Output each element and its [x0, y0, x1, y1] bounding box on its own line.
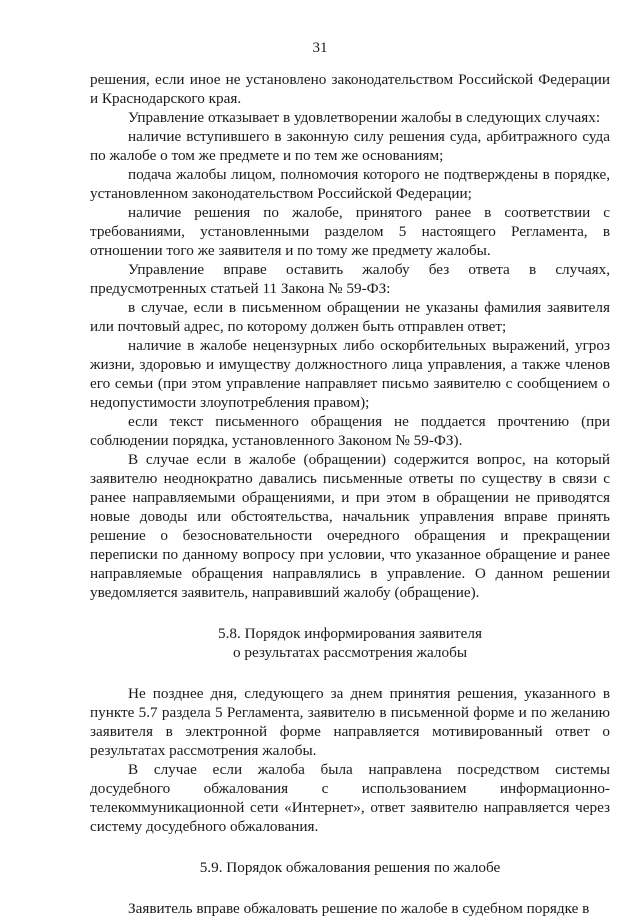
- document-body: [90, 70, 610, 918]
- paragraph: подача жалобы лицом, полномочия которого не подтверждены в порядке, установленном законодательством Российской Федерации;: [90, 166, 610, 202]
- paragraph: в случае, если в письменном обращении не указаны фамилия заявителя или почтовый адрес, по которому должен быть отправлен ответ;: [90, 299, 610, 335]
- paragraph: Управление отказывает в удовлетворении жалобы в следующих случаях:: [128, 109, 601, 126]
- paragraph: если текст письменного обращения не поддается прочтению (при соблюдении порядка, установленного Законом № 59-ФЗ).: [90, 413, 610, 449]
- paragraph: В случае если в жалобе (обращении) содержится вопрос, на который заявителю неоднократно давались письменные ответы по существу в связи с ранее направляемыми обращениями, и при этом в обращении не приводятся новые доводы или обстоятельства, начальник управления вправе принять решение о безосновательности очередного обращения и прекращении переписки по данному вопросу при условии, что указанное обращение и ранее направляемые обращения направлялись в управление. О данном решении уведомляется заявитель, направивший жалобу (обращение).: [90, 451, 610, 601]
- section-heading-5-9: 5.9. Порядок обжалования решения по жалобе: [199, 859, 501, 876]
- paragraph: наличие вступившего в законную силу решения суда, арбитражного суда по жалобе о том же предмете и по тем же основаниям;: [90, 128, 610, 164]
- paragraph: решения, если иное не установлено законодательством Российской Федерации и Краснодарского края.: [90, 71, 610, 107]
- section-heading-line: 5.8. Порядок информирования заявителя: [218, 625, 482, 642]
- paragraph: Управление вправе оставить жалобу без ответа в случаях, предусмотренных статьей 11 Закона № 59-ФЗ:: [90, 261, 610, 297]
- paragraph: В случае если жалоба была направлена посредством системы досудебного обжалования с использованием информационно-телекоммуникационной сети «Интернет», ответ заявителю направляется через систему досудебного обжалования.: [90, 761, 610, 835]
- paragraph: Заявитель вправе обжаловать решение по жалобе в судебном порядке в: [128, 900, 590, 917]
- paragraph: наличие решения по жалобе, принятого ранее в соответствии с требованиями, установленными разделом 5 настоящего Регламента, в отношении того же заявителя и по тому же предмету жалобы.: [90, 204, 610, 259]
- section-heading-line: о результатах рассмотрения жалобы: [232, 644, 468, 661]
- paragraph: наличие в жалобе нецензурных либо оскорбительных выражений, угроз жизни, здоровью и имуществу должностного лица управления, а также членов его семьи (при этом управление направляет письмо заявителю с сообщением о недопустимости злоупотребления правом);: [90, 337, 610, 411]
- paragraph: Не позднее дня, следующего за днем принятия решения, указанного в пункте 5.7 раздела 5 Регламента, заявителю в письменной форме и по желанию заявителя в электронной форме направляется мотивированный ответ о результатах рассмотрения жалобы.: [90, 685, 610, 759]
- section-heading-5-8: [90, 624, 610, 662]
- page-number: 31: [312, 40, 328, 56]
